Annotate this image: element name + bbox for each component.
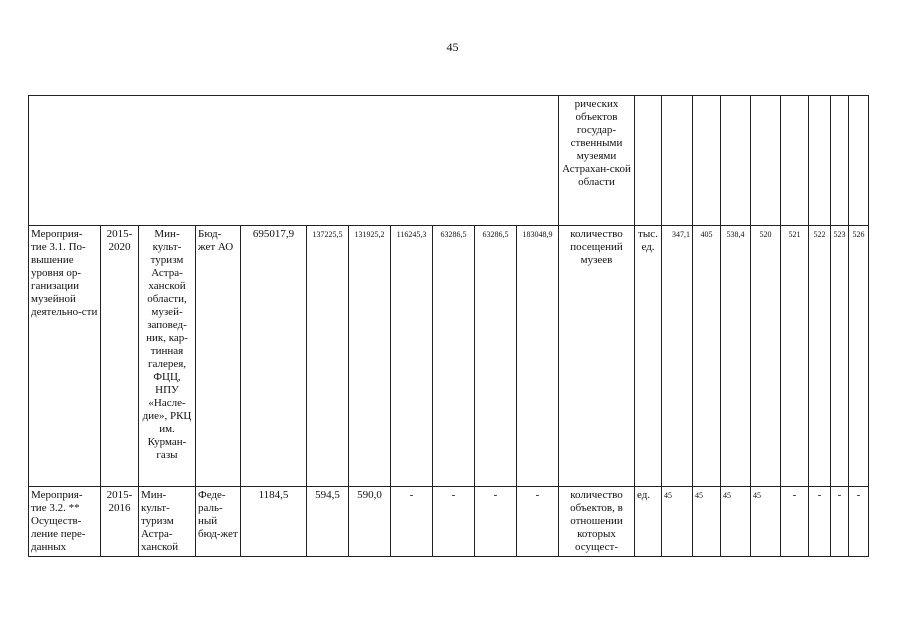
value-cell bbox=[751, 96, 781, 226]
value-cell: 45 bbox=[751, 487, 781, 557]
value-cell: 520 bbox=[751, 226, 781, 487]
value-cell: 522 bbox=[809, 226, 831, 487]
indicator-cell: количество посещений музеев bbox=[559, 226, 635, 487]
year-amount-cell: 137225,5 bbox=[307, 226, 349, 487]
source-cell: Феде-раль-ный бюд-жет bbox=[196, 487, 241, 557]
value-cell: - bbox=[809, 487, 831, 557]
value-cell bbox=[721, 96, 751, 226]
year-amount-cell: - bbox=[391, 487, 433, 557]
value-cell: 526 bbox=[849, 226, 869, 487]
unit-cell bbox=[635, 96, 662, 226]
value-cell bbox=[809, 96, 831, 226]
value-cell: 45 bbox=[693, 487, 721, 557]
page-number: 45 bbox=[446, 40, 459, 54]
year-amount-cell: 131925,2 bbox=[349, 226, 391, 487]
indicator-cell: рических объектов государ-ственными музеями Астрахан-ской области bbox=[559, 96, 635, 226]
table-row bbox=[29, 487, 869, 557]
value-cell bbox=[781, 96, 809, 226]
indicator-cell: количество объектов, в отношении которых осущест- bbox=[559, 487, 635, 557]
value-cell: 521 bbox=[781, 226, 809, 487]
year-amount-cell: 63286,5 bbox=[475, 226, 517, 487]
value-cell bbox=[662, 96, 693, 226]
total-cell: 1184,5 bbox=[241, 487, 307, 557]
year-amount-cell: - bbox=[475, 487, 517, 557]
table-row bbox=[29, 96, 869, 226]
value-cell bbox=[831, 96, 849, 226]
value-cell bbox=[693, 96, 721, 226]
year-amount-cell: 594,5 bbox=[307, 487, 349, 557]
table-row bbox=[29, 226, 869, 487]
program-table bbox=[28, 95, 869, 557]
unit-cell: ед. bbox=[635, 487, 662, 557]
year-amount-cell: - bbox=[433, 487, 475, 557]
value-cell: - bbox=[781, 487, 809, 557]
unit-cell: тыс. ед. bbox=[635, 226, 662, 487]
executor-cell: Мин-культ-туризм Астра-ханской области, музей-заповед-ник, кар-тинная галерея, ФЦЦ, НПУ «Насле-дие», РКЦ им. Курман-газы bbox=[139, 226, 196, 487]
executor-cell: Мин-культ-туризм Астра-ханской bbox=[139, 487, 196, 557]
value-cell: 347,1 bbox=[662, 226, 693, 487]
value-cell: 45 bbox=[662, 487, 693, 557]
value-cell: 405 bbox=[693, 226, 721, 487]
value-cell bbox=[849, 96, 869, 226]
activity-cell: Мероприя-тие 3.1. По-вышение уровня ор-ганизации музейной деятельно-сти bbox=[29, 226, 101, 487]
year-amount-cell: 590,0 bbox=[349, 487, 391, 557]
year-amount-cell: 183048,9 bbox=[517, 226, 559, 487]
value-cell: 523 bbox=[831, 226, 849, 487]
period-cell: 2015-2020 bbox=[101, 226, 139, 487]
year-amount-cell: - bbox=[517, 487, 559, 557]
total-cell: 695017,9 bbox=[241, 226, 307, 487]
value-cell: 538,4 bbox=[721, 226, 751, 487]
empty-span-cell bbox=[29, 96, 559, 226]
activity-cell: Мероприя-тие 3.2. ** Осуществ-ление пере-данных bbox=[29, 487, 101, 557]
period-cell: 2015-2016 bbox=[101, 487, 139, 557]
value-cell: - bbox=[831, 487, 849, 557]
year-amount-cell: 63286,5 bbox=[433, 226, 475, 487]
source-cell: Бюд-жет АО bbox=[196, 226, 241, 487]
value-cell: 45 bbox=[721, 487, 751, 557]
value-cell: - bbox=[849, 487, 869, 557]
year-amount-cell: 116245,3 bbox=[391, 226, 433, 487]
